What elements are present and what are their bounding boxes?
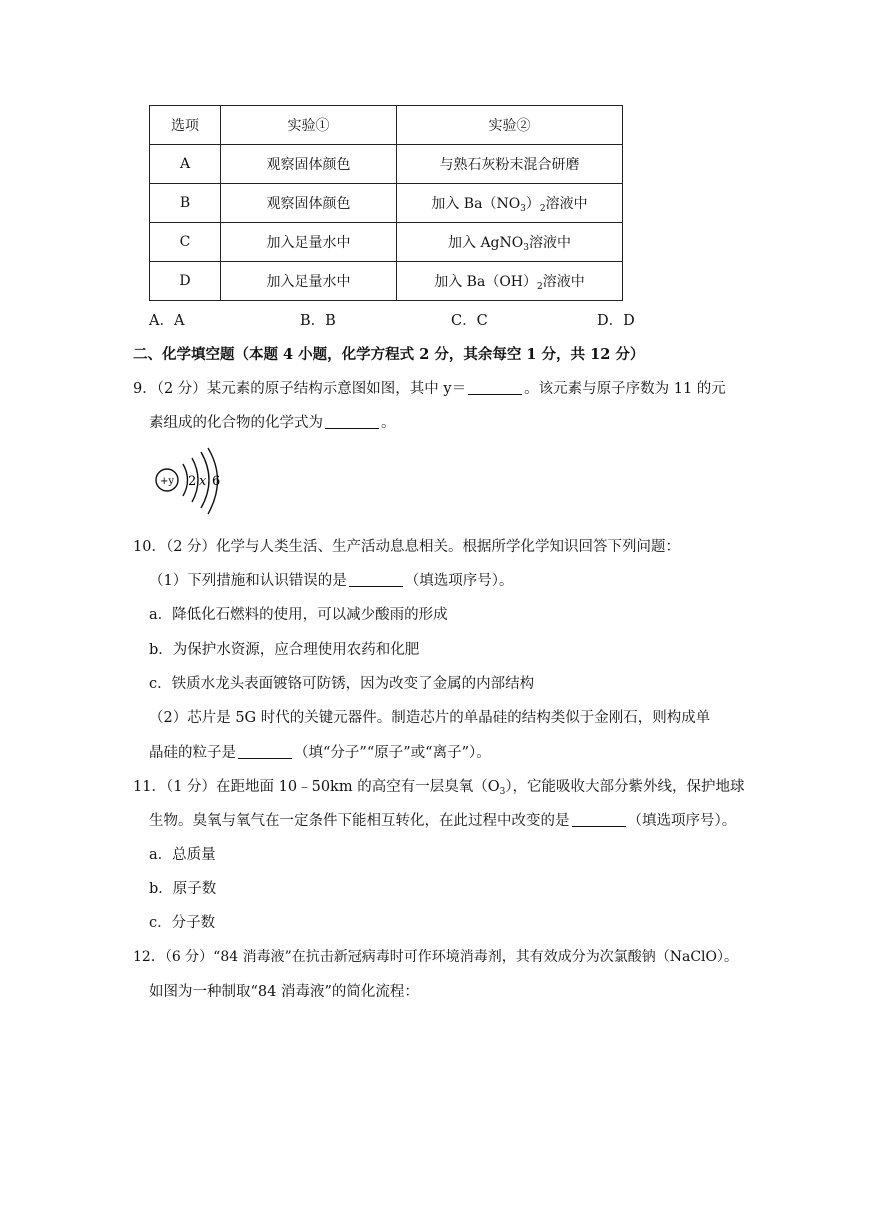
q9-line1 xyxy=(133,377,726,398)
q9-text: 9．（2 分）某元素的原子结构示意图如图，其中 y＝ xyxy=(133,381,467,397)
table-row xyxy=(150,145,623,184)
subscript: 3 xyxy=(499,787,506,797)
answer-blank xyxy=(349,571,403,587)
q10-text: （填“分子”“原子”或“离子”）。 xyxy=(294,745,491,761)
answer-blank xyxy=(325,413,379,429)
table-cell-exp2 xyxy=(397,223,623,262)
text: 溶液中 xyxy=(528,234,571,251)
q11-text: 生物。臭氧与氧气在一定条件下能相互转化，在此过程中改变的是 xyxy=(149,813,570,829)
table-header-cell: 选项 xyxy=(150,106,221,145)
q11-line2 xyxy=(149,809,736,830)
q9-text: 。该元素与原子序数为 11 的元 xyxy=(524,381,726,397)
options-table xyxy=(149,105,623,301)
electron-shell-1 xyxy=(183,464,188,496)
q12-line2: 如图为一种制取“84 消毒液”的简化流程： xyxy=(149,984,419,1000)
table-row xyxy=(150,184,623,223)
text: ） xyxy=(525,195,540,212)
table-cell-exp2 xyxy=(397,184,623,223)
text: 溶液中 xyxy=(542,273,585,290)
table-cell-exp1: 观察固体颜色 xyxy=(221,184,397,223)
q11-option-a: a．总质量 xyxy=(149,847,216,863)
table-row xyxy=(150,262,623,301)
q10-option-b: b．为保护水资源，应合理使用农药和化肥 xyxy=(149,642,420,658)
subscript: 3 xyxy=(520,203,526,214)
table-row xyxy=(150,223,623,262)
table-cell-option: A xyxy=(150,145,221,184)
q12-line1: 12．（6 分）“84 消毒液”在抗击新冠病毒时可作环境消毒剂，其有效成分为次氯酸钠（NaClO）。 xyxy=(133,949,739,965)
subscript: 3 xyxy=(523,242,529,253)
q10-option-a: a．降低化石燃料的使用，可以减少酸雨的形成 xyxy=(149,607,448,623)
section-title: 二、化学填空题（本题 4 小题，化学方程式 2 分，其余每空 1 分，共 12 分） xyxy=(133,346,645,363)
answer-blank xyxy=(468,379,522,395)
atomic-structure-diagram xyxy=(150,447,230,519)
choice-c: C．C xyxy=(451,313,488,329)
answer-blank xyxy=(238,743,292,759)
table-header-cell: 实验① xyxy=(221,106,397,145)
table-cell-exp1: 观察固体颜色 xyxy=(221,145,397,184)
text: 溶液中 xyxy=(545,195,588,212)
table-cell-exp1: 加入足量水中 xyxy=(221,262,397,301)
text: 加入 Ba（NO xyxy=(431,195,521,212)
q9-line2 xyxy=(149,411,396,432)
q9-text: 。 xyxy=(381,415,396,431)
subscript: 2 xyxy=(539,203,546,214)
choice-a: A．A xyxy=(149,313,185,329)
text: 加入 AgNO xyxy=(448,234,524,251)
q10-part2: （2）芯片是 5G 时代的关键元器件。制造芯片的单晶硅的结构类似于金刚石，则构成单 xyxy=(149,710,711,726)
q11-option-b: b．原子数 xyxy=(149,881,217,897)
q11-text: （填选项序号）。 xyxy=(627,813,737,829)
q10-part1 xyxy=(149,569,513,590)
nucleus-label: +y xyxy=(159,476,175,487)
table-cell-option: B xyxy=(150,184,221,223)
shell2-electrons: x xyxy=(199,474,207,489)
q10-text: （1）下列措施和认识错误的是 xyxy=(149,573,347,589)
choice-d: D．D xyxy=(597,313,635,329)
table-cell-option: D xyxy=(150,262,221,301)
table-cell-exp1: 加入足量水中 xyxy=(221,223,397,262)
q9-text: 素组成的化合物的化学式为 xyxy=(149,415,323,431)
q11-text: 11．（1 分）在距地面 10﹣50km 的高空有一层臭氧（O xyxy=(133,779,500,795)
q10-line1: 10．（2 分）化学与人类生活、生产活动息息相关。根据所学化学知识回答下列问题： xyxy=(133,539,681,555)
shell3-electrons: 6 xyxy=(212,474,221,489)
q11-option-c: c．分子数 xyxy=(149,915,216,931)
text: 加入 Ba（OH） xyxy=(434,273,538,290)
q10-text: 晶硅的粒子是 xyxy=(149,745,236,761)
q11-line1 xyxy=(133,775,745,797)
shell1-electrons: 2 xyxy=(188,474,197,489)
q10-option-c: c．铁质水龙头表面镀铬可防锈，因为改变了金属的内部结构 xyxy=(149,676,535,692)
answer-blank xyxy=(572,811,626,827)
table-cell-exp2: 与熟石灰粉末混合研磨 xyxy=(397,145,623,184)
choice-b: B．B xyxy=(300,313,336,329)
q10-part2-line2 xyxy=(149,741,491,762)
q10-text: （填选项序号）。 xyxy=(404,573,514,589)
subscript: 2 xyxy=(537,281,543,292)
table-cell-exp2 xyxy=(397,262,623,301)
table-header-row xyxy=(150,106,623,145)
table-header-cell: 实验② xyxy=(397,106,623,145)
q11-text: ），它能吸收大部分紫外线，保护地球 xyxy=(505,779,745,795)
table-cell-option: C xyxy=(150,223,221,262)
